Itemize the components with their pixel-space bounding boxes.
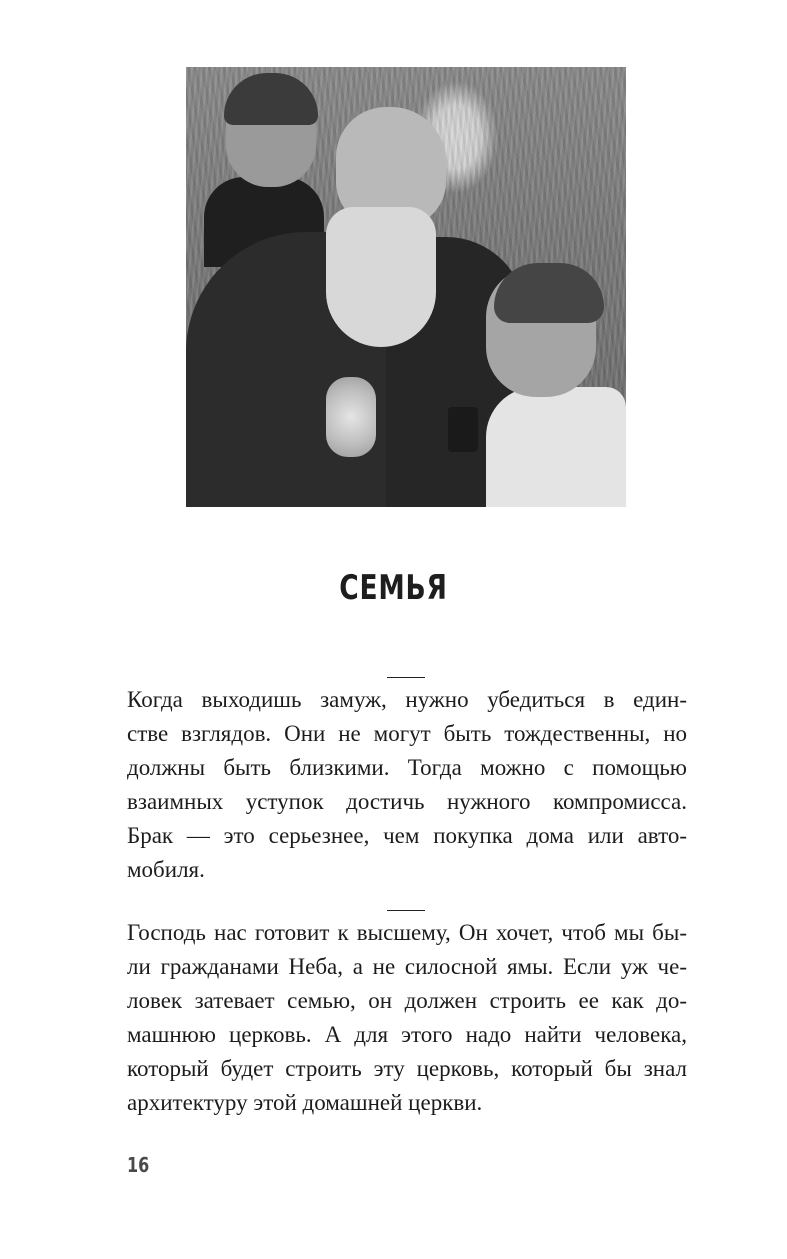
paragraph-line: стве взглядов. Они не могут быть тождественны, но — [127, 721, 687, 746]
paragraph-line: мобиля. — [127, 857, 205, 882]
phone-in-hand — [448, 407, 478, 452]
paragraph-separator-1 — [387, 677, 425, 678]
boy-right-hair — [494, 263, 604, 323]
paragraph-line: архитектуру этой домашней церкви. — [127, 1090, 483, 1115]
paragraph-line: ловек затевает семью, он должен строить ее как до- — [127, 988, 687, 1013]
pectoral-cross — [326, 377, 376, 457]
priest-with-children-photo — [186, 67, 626, 507]
paragraph-line: должны быть близкими. Тогда можно с помощью — [127, 755, 687, 780]
paragraph-line: Когда выходишь замуж, нужно убедиться в един- — [127, 687, 687, 712]
paragraph-1 — [127, 683, 687, 887]
priest-beard — [326, 207, 436, 347]
section-title: СЕМЬЯ — [339, 568, 448, 608]
paragraph-line: Господь нас готовит к высшему, Он хочет, чтоб мы бы- — [127, 920, 687, 945]
paragraph-line: который будет строить эту церковь, который бы знал — [127, 1056, 687, 1081]
boy-right-body — [486, 387, 626, 507]
paragraph-line: взаимных уступок достичь нужного компромисса. — [127, 789, 687, 814]
paragraph-2 — [127, 916, 687, 1120]
page-number: 16 — [127, 1153, 150, 1177]
paragraph-line: ли гражданами Неба, а не силосной ямы. Если уж че- — [127, 954, 687, 979]
paragraph-separator-2 — [387, 910, 425, 911]
paragraph-line: Брак — это серьезнее, чем покупка дома или авто- — [127, 823, 687, 848]
paragraph-line: машнюю церковь. А для этого надо найти человека, — [127, 1022, 687, 1047]
